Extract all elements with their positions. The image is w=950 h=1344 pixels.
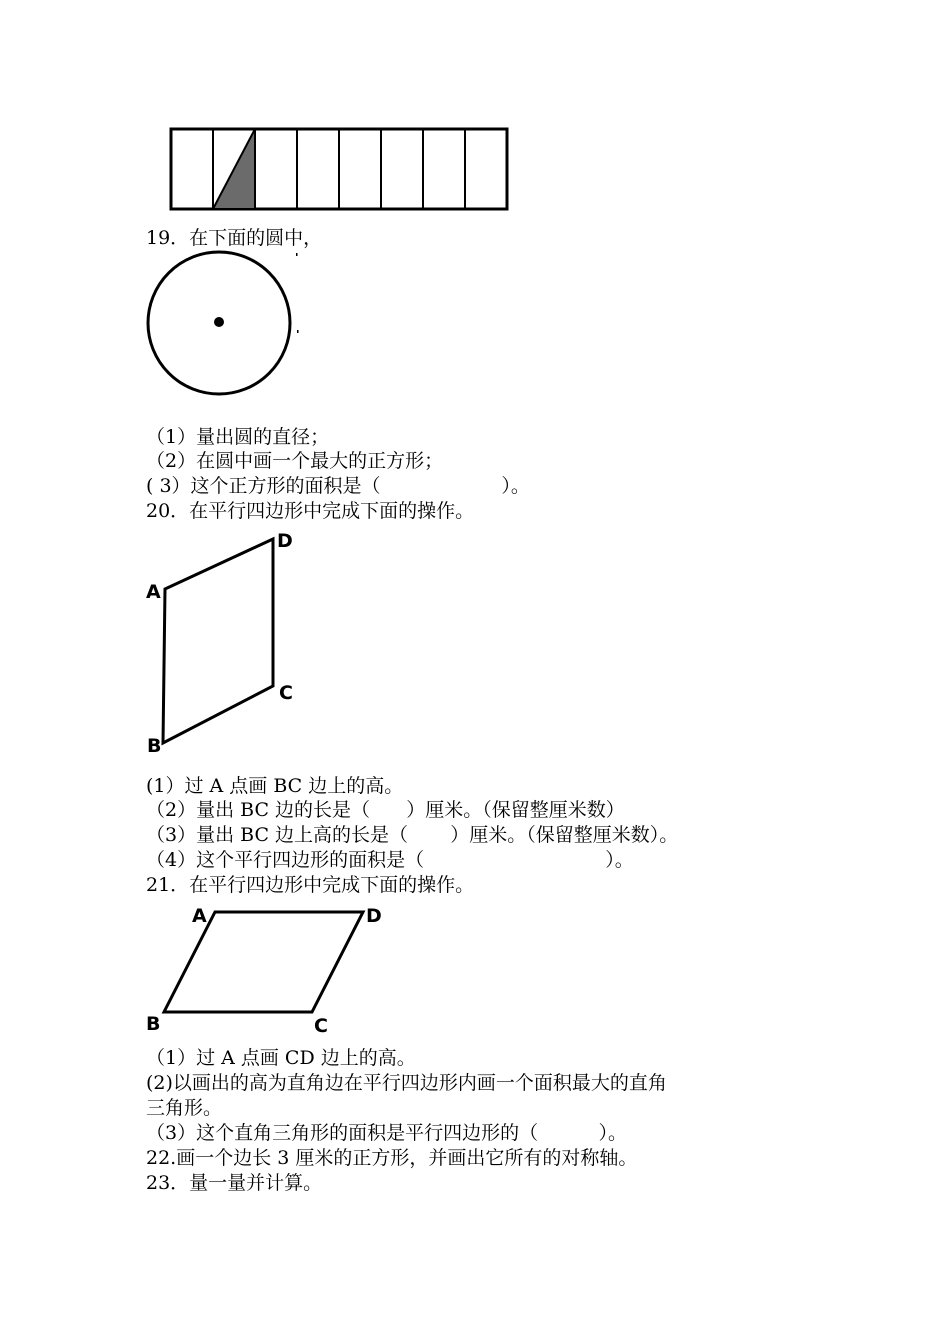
vertex-label-a: A xyxy=(192,905,207,927)
q19-item-2: （2）在圆中画一个最大的正方形； xyxy=(146,450,444,472)
vertex-label-b: B xyxy=(147,735,162,756)
q19-item-3: ( 3）这个正方形的面积是（ ）。 xyxy=(146,475,530,497)
shaded-strip-figure xyxy=(168,126,512,214)
q22-title: 22.画一个边长 3 厘米的正方形，并画出它所有的对称轴。 xyxy=(146,1147,638,1169)
q20-item-3: （3）量出 BC 边上高的长是（ ）厘米。（保留整厘米数）。 xyxy=(146,824,679,846)
vertex-label-b: B xyxy=(146,1013,161,1035)
vertex-label-c: C xyxy=(279,682,293,704)
parallelogram-figure-q20 xyxy=(140,526,310,756)
shaded-triangle xyxy=(213,129,255,209)
q21-item-2: (2)以画出的高为直角边在平行四边形内画一个面积最大的直角 xyxy=(146,1072,667,1094)
vertex-label-a: A xyxy=(146,581,161,603)
q21-item-1: （1）过 A 点画 CD 边上的高。 xyxy=(146,1047,416,1069)
q19-item-1: （1）量出圆的直径； xyxy=(146,426,330,448)
vertex-label-d: D xyxy=(366,905,382,927)
circle-center-dot xyxy=(214,317,224,327)
q20-item-1: (1）过 A 点画 BC 边上的高。 xyxy=(146,775,404,797)
vertex-label-c: C xyxy=(314,1015,328,1037)
q20-item-4: （4）这个平行四边形的面积是（ ）。 xyxy=(146,849,634,871)
vertex-label-d: D xyxy=(277,530,293,552)
parallelogram-figure-q21 xyxy=(140,900,390,1040)
q20-item-2: （2）量出 BC 边的长是（ ）厘米。（保留整厘米数） xyxy=(146,799,625,821)
q21-title: 21．在平行四边形中完成下面的操作。 xyxy=(146,874,475,896)
q19-title: 19．在下面的圆中， xyxy=(146,227,323,249)
q20-title: 20．在平行四边形中完成下面的操作。 xyxy=(146,500,475,522)
q21-item-3: （3）这个直角三角形的面积是平行四边形的（ ）。 xyxy=(146,1122,627,1144)
q23-title: 23．量一量并计算。 xyxy=(146,1172,323,1194)
circle-figure xyxy=(143,250,303,400)
q21-item-2-cont: 三角形。 xyxy=(146,1097,223,1119)
